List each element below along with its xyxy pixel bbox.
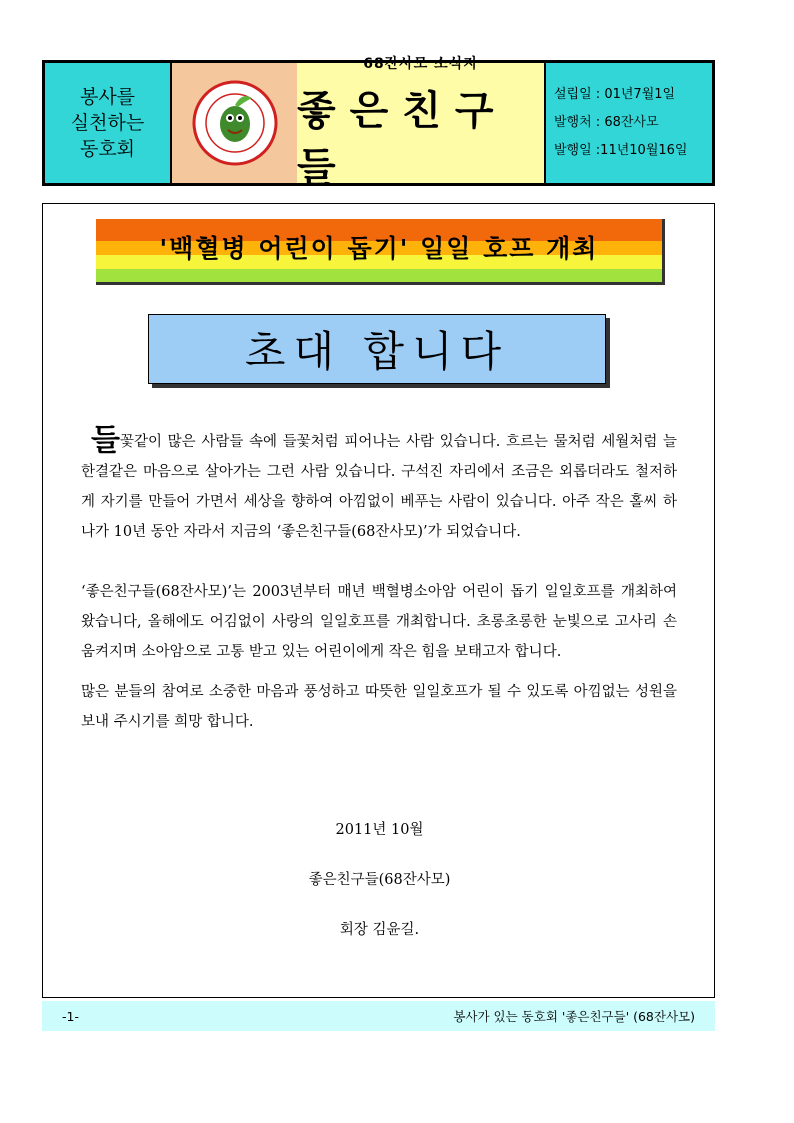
letter-body	[81, 423, 677, 737]
newsletter-title: 좋은친구들	[297, 88, 508, 191]
slogan-line: 동호회	[79, 138, 136, 160]
club-logo	[172, 63, 297, 183]
drop-cap: 들	[91, 423, 120, 458]
newsletter-subtitle: 68잔사모 소식지	[363, 56, 478, 72]
paragraph: 많은 분들의 참여로 소중한 마음과 풍성하고 따뜻한 일일호프가 될 수 있도록 아낌없는 성원을 보내 주시기를 희망 합니다.	[81, 684, 677, 730]
paragraph: ‘좋은친구들(68잔사모)’는 2003년부터 매년 백혈병소아암 어린이 돕기 일일호프를 개최하여 왔습니다, 올해에도 어김없이 사랑의 일일호프를 개최합니다. 초롱초롱한 눈빛으로 고사리 손 움켜지며 소아암으로 고통 받고 있는 어린이에게 작은 힘을 보태고자 합니다.	[81, 584, 677, 660]
page-number: -1-	[62, 1008, 79, 1024]
content-box	[42, 203, 715, 998]
club-logo-icon	[192, 80, 278, 166]
letter-organization: 좋은친구들(68잔사모)	[308, 872, 451, 888]
letter-date: 2011년 10월	[335, 822, 424, 838]
paragraph	[81, 423, 677, 547]
info-publisher: 발행처 : 68잔사모	[554, 115, 659, 130]
event-banner	[96, 219, 665, 285]
slogan-line: 봉사를	[79, 86, 136, 108]
slogan-line: 실천하는	[70, 112, 145, 134]
banner-stripe	[96, 269, 662, 282]
letter-signer: 회장 김윤길.	[339, 922, 420, 938]
invitation-heading: 초대 합니다	[148, 314, 606, 384]
info-founded: 설립일 : 01년7월1일	[554, 87, 676, 102]
banner-title: '백혈병 어린이 돕기' 일일 호프 개최	[159, 234, 599, 263]
footer-text: 봉사가 있는 동호회 '좋은친구들' (68잔사모)	[453, 1009, 695, 1024]
masthead-center	[297, 56, 544, 191]
paragraph-text: 꽃같이 많은 사람들 속에 들꽃처럼 피어나는 사람 있습니다. 흐르는 물처럼 세월처럼 늘 한결같은 마음으로 살아가는 그런 사람 있습니다. 구석진 자리에서 조금은 외롭더라도 철저하게 자기를 만들어 가면서 세상을 향하여 아낌없이 베푸는 사람이 있습니다. 아주 작은 홀씨 하나가 10년 동안 자라서 지금의 ‘좋은친구들(68잔사모)’가 되었습니다.	[81, 434, 677, 540]
masthead	[42, 56, 715, 191]
page-footer	[42, 1001, 715, 1031]
masthead-slogan	[45, 63, 172, 183]
info-issue-date: 발행일 :11년10월16일	[554, 143, 688, 158]
masthead-info	[544, 63, 712, 183]
